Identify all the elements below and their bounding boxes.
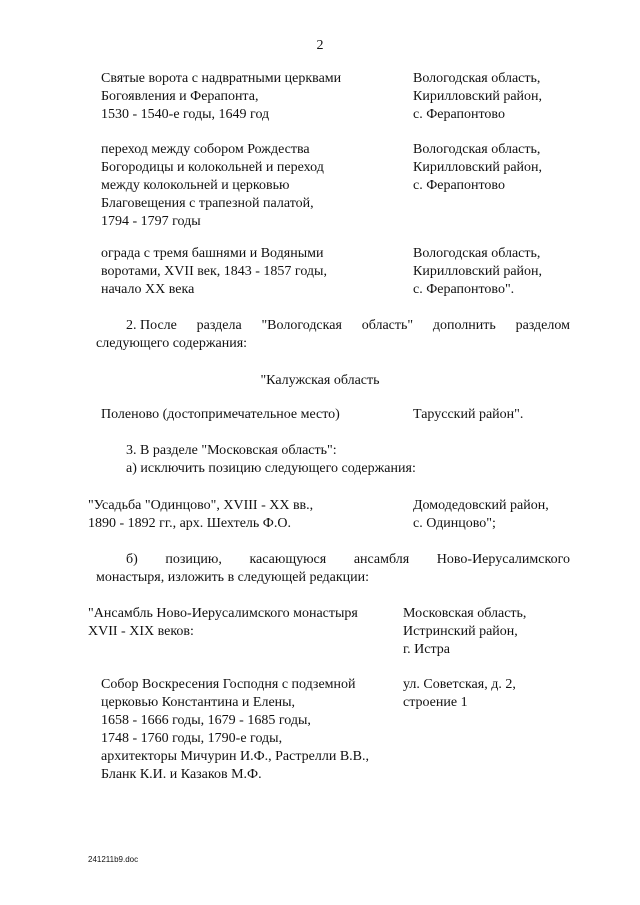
text-line: Богородицы и колокольней и переход bbox=[101, 160, 324, 175]
justified-line bbox=[96, 317, 570, 335]
text-line: Благовещения с трапезной палатой, bbox=[101, 196, 314, 211]
word: ансамбля bbox=[353, 552, 410, 567]
word: область" bbox=[361, 318, 414, 333]
text-line: с. Ферапонтово bbox=[413, 107, 505, 122]
text-line: начало XX века bbox=[101, 282, 195, 297]
entry-3-location bbox=[413, 245, 542, 299]
text-line: 1530 - 1540-е годы, 1649 год bbox=[101, 107, 270, 122]
kaluga-heading: "Калужская область bbox=[260, 373, 380, 388]
text-line: Домодедовский район, bbox=[413, 498, 549, 513]
entry-1-description bbox=[101, 70, 341, 124]
text-line: монастыря, изложить в следующей редакции: bbox=[96, 570, 370, 585]
word: Ново-Иерусалимского bbox=[436, 552, 570, 567]
text-line: Бланк К.И. и Казаков М.Ф. bbox=[101, 767, 262, 782]
paragraph-b bbox=[96, 551, 570, 587]
word: 2. После bbox=[126, 318, 177, 333]
entry-2-location bbox=[413, 141, 542, 195]
word: б) bbox=[126, 552, 138, 567]
word: "Вологодская bbox=[261, 318, 342, 333]
text-line: XVII - XIX веков: bbox=[88, 624, 194, 639]
word: касающуюся bbox=[249, 552, 327, 567]
text-line: Вологодская область, bbox=[413, 142, 541, 157]
text-line: Кирилловский район, bbox=[413, 89, 543, 104]
odintsovo-description bbox=[88, 497, 313, 533]
text-line: ул. Советская, д. 2, bbox=[403, 677, 516, 692]
text-line: Кирилловский район, bbox=[413, 264, 543, 279]
paragraph-3-line-1: 3. В разделе "Московская область": bbox=[126, 443, 337, 458]
text-line: г. Истра bbox=[403, 642, 450, 657]
text-line: воротами, XVII век, 1843 - 1857 годы, bbox=[101, 264, 327, 279]
text-line: с. Одинцово"; bbox=[413, 516, 496, 531]
text-line: 1890 - 1892 гг., арх. Шехтель Ф.О. bbox=[88, 516, 291, 531]
paragraph-3-line-2: а) исключить позицию следующего содержания: bbox=[126, 461, 416, 476]
word: раздела bbox=[196, 318, 242, 333]
text-line: строение 1 bbox=[403, 695, 468, 710]
text-line: Кирилловский район, bbox=[413, 160, 543, 175]
page-number: 2 bbox=[316, 38, 324, 53]
word: дополнить bbox=[432, 318, 496, 333]
file-name-footer: 241211b9.doc bbox=[88, 855, 139, 864]
text-line: Святые ворота с надвратными церквами bbox=[101, 71, 342, 86]
paragraph-2 bbox=[96, 317, 570, 353]
text-line: архитекторы Мичурин И.Ф., Растрелли В.В., bbox=[101, 749, 369, 764]
justified-line bbox=[96, 551, 570, 569]
text-line: церковью Константина и Елены, bbox=[101, 695, 296, 710]
kaluga-district: Тарусский район". bbox=[413, 407, 524, 422]
odintsovo-location bbox=[413, 497, 549, 533]
text-line: с. Ферапонтово". bbox=[413, 282, 515, 297]
ensemble-description bbox=[88, 605, 358, 641]
word: разделом bbox=[515, 318, 570, 333]
text-line: "Ансамбль Ново-Иерусалимского монастыря bbox=[88, 606, 358, 621]
text-line: Богоявления и Ферапонта, bbox=[101, 89, 259, 104]
entry-1-location bbox=[413, 70, 542, 124]
kaluga-place: Поленово (достопримечательное место) bbox=[101, 407, 340, 422]
text-line: Вологодская область, bbox=[413, 246, 541, 261]
text-line: 1748 - 1760 годы, 1790-е годы, bbox=[101, 731, 283, 746]
text-line: Собор Воскресения Господня с подземной bbox=[101, 677, 356, 692]
entry-2-description bbox=[101, 141, 324, 231]
text-line: ограда с тремя башнями и Водяными bbox=[101, 246, 324, 261]
word: позицию, bbox=[165, 552, 222, 567]
text-line: Вологодская область, bbox=[413, 71, 541, 86]
text-line: 1794 - 1797 годы bbox=[101, 214, 201, 229]
sobor-address bbox=[403, 676, 516, 712]
text-line: следующего содержания: bbox=[96, 336, 248, 351]
text-line: между колокольней и церковью bbox=[101, 178, 290, 193]
text-line: 1658 - 1666 годы, 1679 - 1685 годы, bbox=[101, 713, 311, 728]
text-line: с. Ферапонтово bbox=[413, 178, 505, 193]
text-line: переход между собором Рождества bbox=[101, 142, 310, 157]
entry-3-description bbox=[101, 245, 327, 299]
text-line: Московская область, bbox=[403, 606, 527, 621]
ensemble-location bbox=[403, 605, 526, 659]
sobor-description bbox=[101, 676, 369, 784]
text-line: Истринский район, bbox=[403, 624, 518, 639]
text-line: "Усадьба "Одинцово", XVIII - XX вв., bbox=[88, 498, 314, 513]
